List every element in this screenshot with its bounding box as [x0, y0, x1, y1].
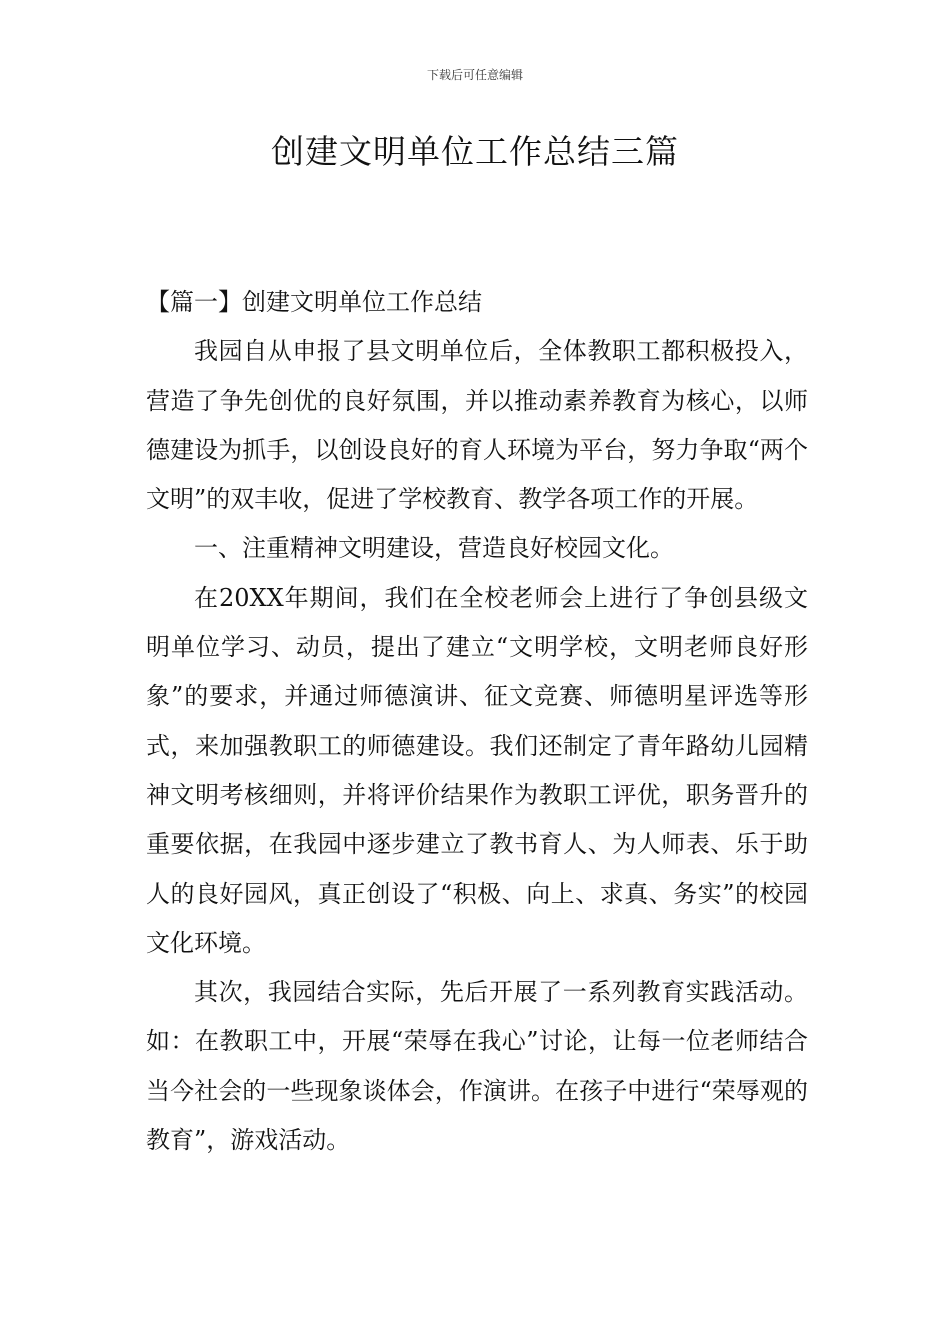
- document-title: 创建文明单位工作总结三篇: [271, 132, 679, 171]
- document-body: [146, 278, 808, 1165]
- paragraph-3: 在20XX年期间，我们在全校老师会上进行了争创县级文明单位学习、动员，提出了建立“文明学校，文明老师良好形象”的要求，并通过师德演讲、征文竞赛、师德明星评选等形式，来加强教职工的师德建设。我们还制定了青年路幼儿园精神文明考核细则，并将评价结果作为教职工评优，职务晋升的重要依据，在我园中逐步建立了教书育人、为人师表、乐于助人的良好园风，真正创设了“积极、向上、求真、务实”的校园文化环境。: [146, 583, 808, 957]
- header-note: 下载后可任意编辑: [426, 68, 523, 82]
- paragraph-2: 一、注重精神文明建设，营造良好校园文化。: [194, 534, 674, 563]
- paragraph-1: 我园自从申报了县文明单位后，全体教职工都积极投入，营造了争先创优的良好氛围，并以推动素养教育为核心，以师德建设为抓手，以创设良好的育人环境为平台，努力争取“两个文明”的双丰收，促进了学校教育、教学各项工作的开展。: [146, 337, 808, 514]
- section-heading: 【篇一】创建文明单位工作总结: [146, 288, 482, 316]
- paragraph-4: 其次，我园结合实际，先后开展了一系列教育实践活动。如：在教职工中，开展“荣辱在我心”讨论，让每一位老师结合当今社会的一些现象谈体会，作演讲。在孩子中进行“荣辱观的教育”，游戏活动。: [146, 978, 808, 1155]
